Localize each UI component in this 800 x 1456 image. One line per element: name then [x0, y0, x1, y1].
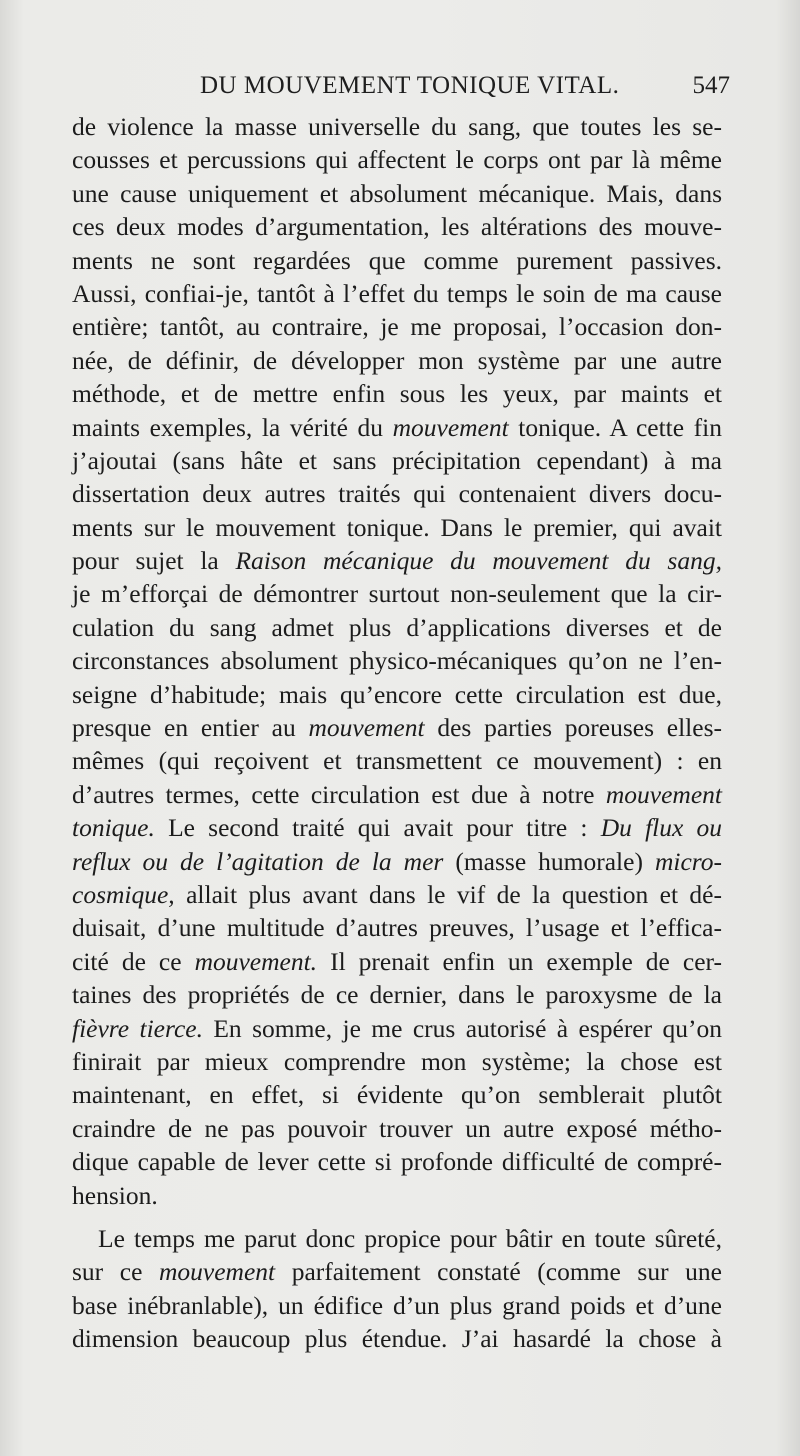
- text-line: [72, 477, 722, 510]
- text-line: [72, 577, 722, 610]
- running-head: DU MOUVEMENT TONIQUE VITAL.: [200, 72, 620, 99]
- text-line: [72, 244, 722, 277]
- text-run: craindre de ne pas pouvoir trouver un autre exposé métho-: [72, 1113, 722, 1143]
- body-text: [72, 110, 722, 1355]
- text-line: [72, 711, 722, 744]
- text-run: Le temps me parut donc propice pour bâtir en toute sûreté,: [98, 1223, 722, 1253]
- text-run: dimension beaucoup plus étendue. J’ai hasardé la chose à: [72, 1324, 722, 1354]
- text-run: parfaitement constaté (comme sur une: [275, 1257, 722, 1287]
- text-line: [72, 1289, 722, 1322]
- text-line: [72, 1179, 722, 1212]
- text-line: [72, 1222, 722, 1255]
- italic-text: cosmique,: [72, 879, 175, 909]
- text-run: En somme, je me crus autorisé à espérer qu’on: [202, 1013, 722, 1043]
- text-line: [72, 1012, 722, 1045]
- italic-text: mouvement.: [194, 946, 318, 976]
- italic-text: Du flux ou: [600, 813, 723, 843]
- italic-text: fièvre tierce.: [72, 1013, 203, 1043]
- text-run: tonique. A cette fin: [508, 412, 723, 442]
- text-run: maintenant, en effet, si évidente qu’on semblerait plutôt: [72, 1080, 722, 1110]
- text-line: [72, 744, 722, 777]
- text-run: duisait, d’une multitude d’autres preuves, l’usage et l’effica-: [72, 913, 722, 943]
- text-line: [72, 1145, 722, 1178]
- text-line: [72, 511, 722, 544]
- text-run: cité de ce: [72, 946, 195, 976]
- text-run: seigne d’habitude; mais qu’encore cette circulation est due,: [72, 679, 722, 709]
- text-run: Le second traité qui avait pour titre :: [154, 813, 601, 843]
- text-run: je m’efforçai de démontrer surtout non-seulement que la cir-: [72, 579, 722, 609]
- text-line: [72, 310, 722, 343]
- text-run: une cause uniquement et absolument mécanique. Mais, dans: [72, 178, 722, 208]
- page-number: 547: [692, 72, 730, 99]
- text-line: [72, 277, 722, 310]
- text-line: [72, 1078, 722, 1111]
- text-run: des parties poreuses elles-: [424, 713, 722, 743]
- text-run: maints exemples, la vérité du: [72, 412, 393, 442]
- text-run: ces deux modes d’argumentation, les altérations des mouve-: [72, 212, 722, 242]
- paragraph: [72, 1222, 722, 1356]
- italic-text: mouvement: [158, 1257, 276, 1287]
- text-line: [72, 1112, 722, 1145]
- text-run: cousses et percussions qui affectent le corps ont par là même: [72, 145, 722, 175]
- text-run: d’autres termes, cette circulation est due à notre: [72, 779, 606, 809]
- text-run: ments ne sont regardées que comme purement passives.: [72, 245, 722, 275]
- text-run: culation du sang admet plus d’applications diverses et de: [72, 612, 722, 642]
- page-header: [70, 72, 730, 106]
- italic-text: mouvement: [392, 412, 509, 442]
- italic-text: mouvement: [308, 713, 425, 743]
- italic-text: reflux ou de l’agitation de la mer: [72, 846, 444, 876]
- text-line: [72, 911, 722, 944]
- text-run: dissertation deux autres traités qui contenaient divers docu-: [72, 479, 722, 509]
- text-run: dique capable de lever cette si profonde difficulté de compré-: [72, 1147, 722, 1177]
- text-run: j’ajoutai (sans hâte et sans précipitation cependant) à ma: [72, 445, 722, 475]
- text-line: [72, 878, 722, 911]
- text-line: [72, 344, 722, 377]
- text-line: [72, 1255, 722, 1288]
- text-run: taines des propriétés de ce dernier, dans le paroxysme de la: [72, 980, 722, 1010]
- paragraph: [72, 110, 722, 1212]
- text-run: sur ce: [72, 1257, 159, 1287]
- text-line: [72, 110, 722, 143]
- text-run: née, de définir, de développer mon système par une autre: [72, 345, 722, 375]
- text-run: de violence la masse universelle du sang, que toutes les se-: [72, 112, 722, 141]
- text-run: Il prenait enfin un exemple de cer-: [317, 946, 722, 976]
- text-line: [72, 611, 722, 644]
- text-run: circonstances absolument physico-mécaniques qu’on ne l’en-: [72, 646, 722, 676]
- text-line: [72, 377, 722, 410]
- text-run: hension.: [72, 1180, 158, 1210]
- text-run: pour sujet la: [72, 546, 236, 576]
- text-line: [72, 845, 722, 878]
- text-run: méthode, et de mettre enfin sous les yeux, par maints et: [72, 379, 722, 409]
- text-run: ments sur le mouvement tonique. Dans le premier, qui avait: [72, 512, 722, 542]
- text-line: [72, 678, 722, 711]
- paragraph-gap: [72, 1212, 722, 1222]
- text-line: [72, 978, 722, 1011]
- italic-text: tonique.: [72, 813, 155, 843]
- text-run: mêmes (qui reçoivent et transmettent ce mouvement) : en: [72, 746, 722, 776]
- text-run: base inébranlable), un édifice d’un plus grand poids et d’une: [72, 1290, 722, 1320]
- text-line: [72, 411, 722, 444]
- text-line: [72, 444, 722, 477]
- text-line: [72, 778, 722, 811]
- text-line: [72, 143, 722, 176]
- text-line: [72, 544, 722, 577]
- text-line: [72, 1322, 722, 1355]
- text-line: [72, 945, 722, 978]
- italic-text: mouvement: [605, 779, 722, 809]
- text-run: entière; tantôt, au contraire, je me proposai, l’occasion don-: [72, 312, 722, 342]
- text-run: allait plus avant dans le vif de la question et dé-: [174, 879, 722, 909]
- text-line: [72, 811, 722, 844]
- text-run: presque en entier au: [72, 713, 309, 743]
- text-run: finirait par mieux comprendre mon système; la chose est: [72, 1046, 722, 1076]
- italic-text: Raison mécanique du mouvement du sang,: [235, 546, 722, 576]
- text-line: [72, 210, 722, 243]
- text-run: Aussi, confiai-je, tantôt à l’effet du temps le soin de ma cause: [72, 278, 722, 308]
- text-line: [72, 177, 722, 210]
- text-line: [72, 1045, 722, 1078]
- text-run: (masse humorale): [443, 846, 655, 876]
- italic-text: micro-: [654, 846, 722, 876]
- text-line: [72, 644, 722, 677]
